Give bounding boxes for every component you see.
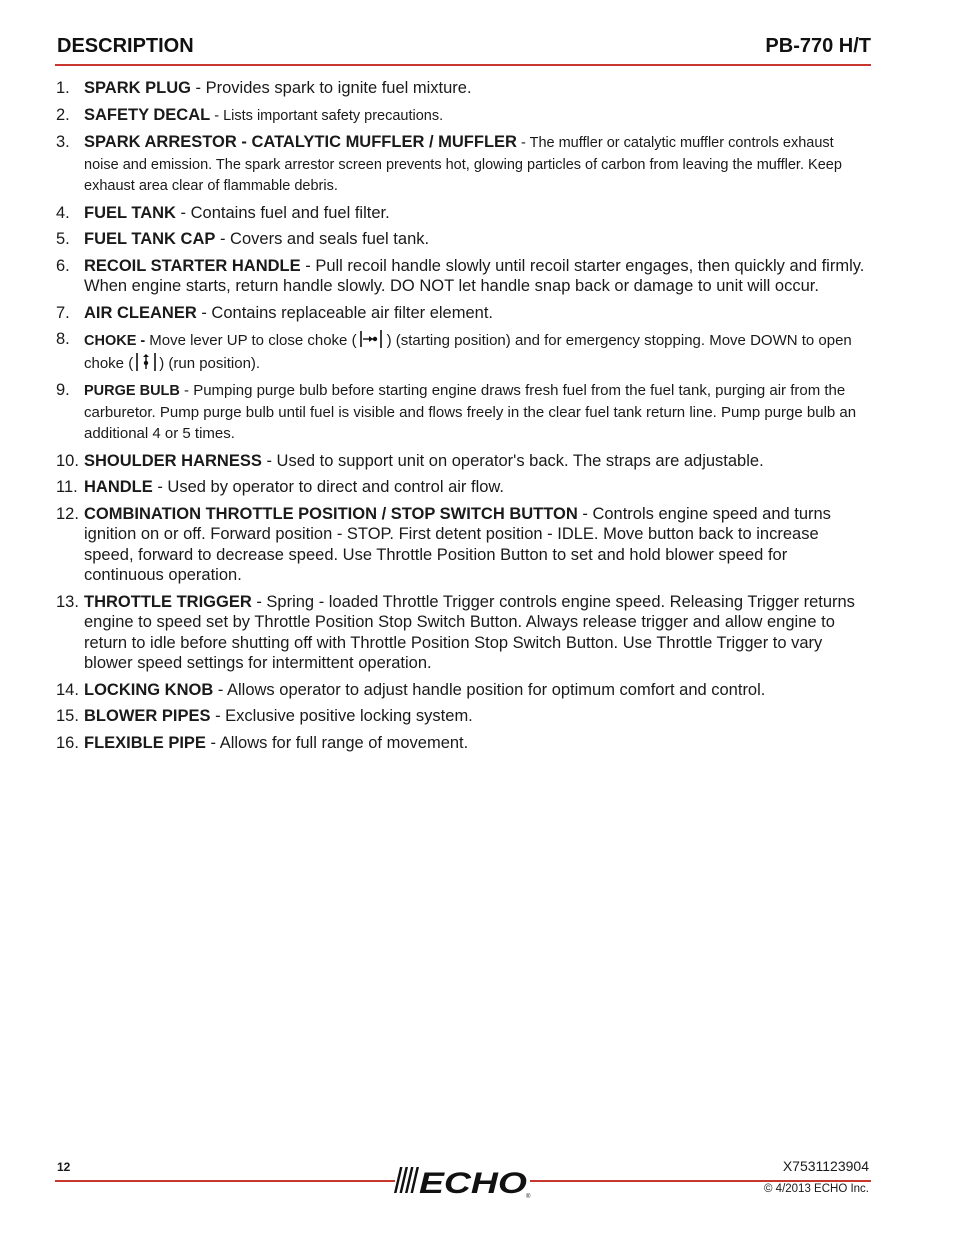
footer-divider-left [55, 1180, 395, 1182]
item-term: LOCKING KNOB [84, 680, 214, 699]
item-number: 15. [56, 707, 79, 725]
item-number: 3. [56, 133, 70, 151]
list-item [56, 380, 871, 445]
item-description: - Lists important safety precautions. [210, 107, 444, 124]
choke-text-a: Move lever UP to close choke ( [149, 332, 357, 349]
item-number: 10. [56, 451, 79, 470]
item-number: 1. [56, 79, 70, 97]
echo-logo [392, 1163, 534, 1199]
item-description: - Spring - loaded Throttle Trigger controls engine speed. Releasing Trigger returns engine to speed set by Throttle Position Stop Switch Button. Always release trigger and allow engine to return to idle before shutting off with Throttle Position Stop Switch Button. Use Throttle Trigger to vary blower speed settings for intermittent operation. [84, 592, 855, 672]
page-header [57, 32, 871, 58]
item-number: 12. [56, 504, 79, 523]
list-item [56, 733, 871, 754]
list-item [56, 132, 871, 197]
item-description: - Contains fuel and fuel filter. [175, 203, 390, 222]
item-description: - Covers and seals fuel tank. [215, 230, 430, 248]
item-term: COMBINATION THROTTLE POSITION / STOP SWITCH BUTTON [84, 504, 578, 523]
item-description: - Allows operator to adjust handle position for optimum comfort and control. [213, 680, 766, 699]
list-item [56, 256, 871, 297]
list-item [56, 303, 871, 324]
list-item [56, 105, 871, 127]
item-number: 8. [56, 330, 70, 348]
list-item [56, 203, 871, 224]
choke-closed-icon [357, 329, 387, 349]
item-number: 9. [56, 381, 70, 399]
model-number: PB-770 H/T [765, 35, 871, 57]
item-number: 4. [56, 203, 70, 222]
page-number: 12 [57, 1160, 71, 1174]
list-item [56, 477, 871, 498]
item-number: 2. [56, 105, 70, 124]
footer-divider-right [530, 1180, 871, 1182]
item-description: - Pumping purge bulb before starting engine draws fresh fuel from the fuel tank, purging air from the carburetor. Pump purge bulb until fuel is visible and flows freely in the clear fuel tank return line. Pump purge bulb an additional 4 or 5 times. [84, 382, 857, 442]
item-description [84, 332, 852, 372]
list-item [56, 706, 871, 727]
item-term: THROTTLE TRIGGER [84, 592, 252, 611]
list-item [56, 78, 871, 99]
description-list [56, 78, 871, 759]
item-number: 7. [56, 303, 70, 322]
item-term: RECOIL STARTER HANDLE [84, 256, 301, 275]
choke-text-c: ) (run position). [159, 354, 261, 372]
item-term: FUEL TANK [84, 203, 176, 222]
item-description: - Contains replaceable air filter element. [196, 303, 493, 322]
item-term: SHOULDER HARNESS [84, 451, 262, 470]
item-term: AIR CLEANER [84, 303, 197, 322]
item-term: PURGE BULB [84, 383, 180, 399]
list-item [56, 229, 871, 250]
list-item [56, 504, 871, 586]
item-number: 6. [56, 256, 70, 275]
item-description: - Pull recoil handle slowly until recoil starter engages, then quickly and firmly. When engine starts, return handle slowly. DO NOT let handle snap back or damage to unit will occur. [84, 256, 865, 295]
choke-open-icon [133, 352, 159, 372]
item-number: 13. [56, 592, 79, 611]
svg-text:ECHO: ECHO [419, 1167, 527, 1199]
choke-text-b: ) (starting position) and for emergency stopping. Move DOWN to open choke ( [84, 332, 852, 372]
item-number: 5. [56, 230, 70, 248]
item-term: FUEL TANK CAP [84, 230, 216, 248]
item-term: FLEXIBLE PIPE [84, 733, 206, 752]
item-description: - The muffler or catalytic muffler controls exhaust noise and emission. The spark arrestor screen prevents hot, glowing particles of carbon from leaving the muffler. Keep exhaust area clear of flammable debris. [84, 135, 842, 194]
item-term: HANDLE [84, 478, 153, 496]
item-term: SPARK PLUG [84, 79, 191, 97]
item-term: CHOKE - [84, 333, 150, 349]
item-description: - Provides spark to ignite fuel mixture. [190, 79, 472, 97]
item-number: 16. [56, 733, 79, 752]
item-description: - Exclusive positive locking system. [210, 707, 473, 725]
list-item [56, 592, 871, 674]
item-number: 14. [56, 680, 79, 699]
item-term: BLOWER PIPES [84, 707, 211, 725]
header-divider [55, 64, 871, 66]
document-code: X7531123904 [782, 1158, 869, 1174]
list-item [56, 329, 871, 374]
item-number: 11. [56, 478, 78, 496]
list-item [56, 680, 871, 701]
item-term: SAFETY DECAL [84, 105, 211, 124]
item-description: - Used to support unit on operator's back. The straps are adjustable. [261, 451, 764, 470]
svg-text:®: ® [526, 1194, 531, 1199]
item-term: SPARK ARRESTOR - CATALYTIC MUFFLER / MUFFLER [84, 133, 517, 151]
item-description: - Allows for full range of movement. [205, 733, 469, 752]
item-description: - Used by operator to direct and control air flow. [152, 478, 505, 496]
list-item [56, 451, 871, 472]
item-description: - Controls engine speed and turns ignition on or off. Forward position - STOP. First detent position - IDLE. Move button back to increase speed, forward to decrease speed. Use Throttle Position Button to set and hold blower speed for continuous operation. [84, 504, 831, 584]
section-title: DESCRIPTION [57, 35, 194, 57]
copyright: © 4/2013 ECHO Inc. [764, 1183, 869, 1195]
